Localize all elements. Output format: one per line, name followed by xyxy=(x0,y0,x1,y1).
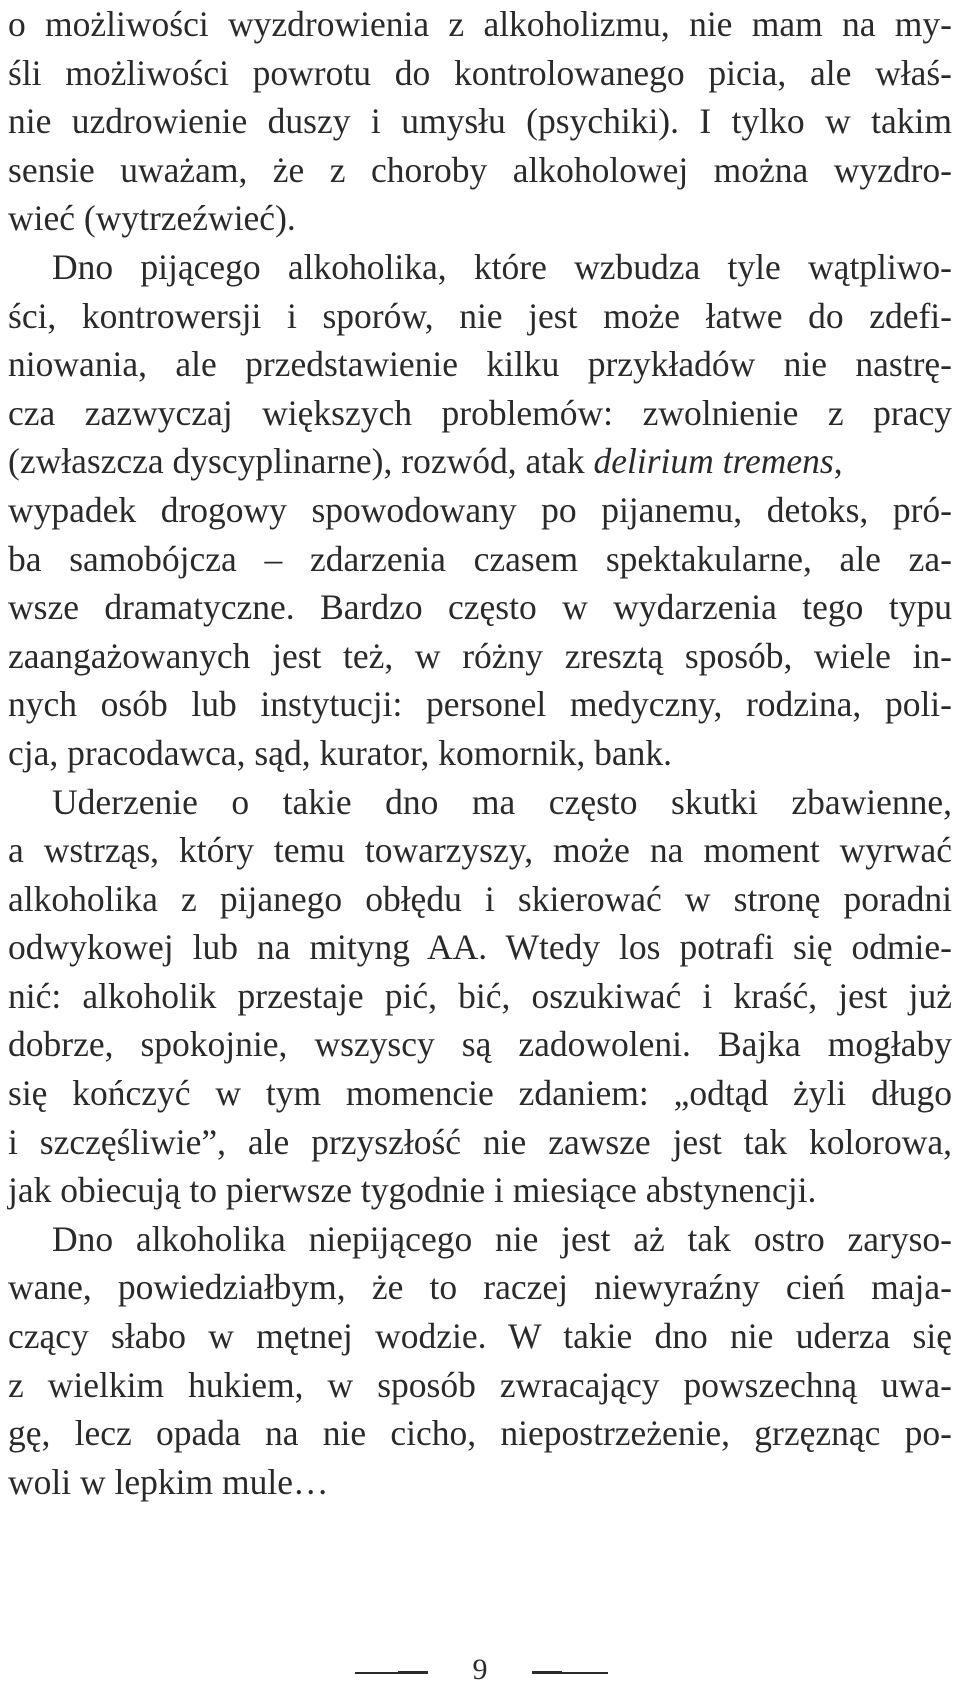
footer-rule-left-accent xyxy=(398,1671,428,1674)
text-segment: (zwłaszcza dyscyplinarne), rozwód, atak xyxy=(8,441,594,482)
text-line: odwykowej lub na mityng AA. Wtedy los potrafi się odmie- xyxy=(8,927,952,968)
text-line: Uderzenie o takie dno ma często skutki zbawienne, xyxy=(52,781,952,822)
text-line: Dno pijącego alkoholika, które wzbudza tyle wątpliwo- xyxy=(52,246,952,287)
italic-term: delirium tremens xyxy=(593,441,834,482)
text-line: Dno alkoholika niepijącego nie jest aż tak ostro zaryso- xyxy=(52,1218,952,1259)
page-number: 9 xyxy=(472,1653,488,1686)
body-text xyxy=(8,0,952,1506)
text-line: dobrze, spokojnie, wszyscy są zadowoleni. Bajka mogłaby xyxy=(8,1024,952,1065)
text-line: cza zazwyczaj większych problemów: zwolnienie z pracy xyxy=(8,392,952,433)
text-line: alkoholika z pijanego obłędu i skierować w stronę poradni xyxy=(8,878,952,919)
text-line: a wstrząs, który temu towarzyszy, może na moment wyrwać xyxy=(8,830,952,871)
text-line: wane, powiedziałbym, że to raczej niewyraźny cień maja- xyxy=(8,1267,952,1308)
text-line: sensie uważam, że z choroby alkoholowej można wyzdro- xyxy=(8,149,952,190)
text-line: wsze dramatyczne. Bardzo często w wydarzenia tego typu xyxy=(8,587,952,628)
page-footer xyxy=(0,1652,960,1688)
text-line: nić: alkoholik przestaje pić, bić, oszukiwać i kraść, jest już xyxy=(8,975,952,1016)
text-line: z wielkim hukiem, w sposób zwracający powszechną uwa- xyxy=(8,1364,952,1405)
text-line-with-italic xyxy=(8,437,952,486)
footer-rule-right xyxy=(548,1672,608,1674)
text-line: śli możliwości powrotu do kontrolowanego picia, ale właś- xyxy=(8,52,952,93)
text-line: ba samobójcza – zdarzenia czasem spektakularne, ale za- xyxy=(8,538,952,579)
text-line: nych osób lub instytucji: personel medyczny, rodzina, poli- xyxy=(8,684,952,725)
text-line: jak obiecują to pierwsze tygodnie i miesiące abstynencji. xyxy=(8,1170,817,1211)
text-line: nie uzdrowienie duszy i umysłu (psychiki). I tylko w takim xyxy=(8,101,952,142)
text-line: cja, pracodawca, sąd, kurator, komornik, bank. xyxy=(8,732,672,773)
text-line: ści, kontrowersji i sporów, nie jest może łatwe do zdefi- xyxy=(8,295,952,336)
text-line: o możliwości wyzdrowienia z alkoholizmu, nie mam na my- xyxy=(8,4,952,44)
text-line: woli w lepkim mule… xyxy=(8,1461,329,1502)
text-line: się kończyć w tym momencie zdaniem: „odtąd żyli długo xyxy=(8,1073,952,1114)
text-line: zaangażowanych jest też, w różny zresztą sposób, wiele in- xyxy=(8,635,952,676)
text-line: wieć (wytrzeźwieć). xyxy=(8,198,296,239)
text-line: czący słabo w mętnej wodzie. W takie dno nie uderza się xyxy=(8,1316,952,1357)
text-line: i szczęśliwie”, ale przyszłość nie zawsze jest tak kolorowa, xyxy=(8,1121,952,1162)
text-line: niowania, ale przedstawienie kilku przykładów nie nastrę- xyxy=(8,344,952,385)
text-segment: , xyxy=(833,441,843,482)
text-line: wypadek drogowy spowodowany po pijanemu, detoks, pró- xyxy=(8,489,952,530)
text-line: gę, lecz opada na nie cicho, niepostrzeżenie, grzęznąc po- xyxy=(8,1413,952,1454)
